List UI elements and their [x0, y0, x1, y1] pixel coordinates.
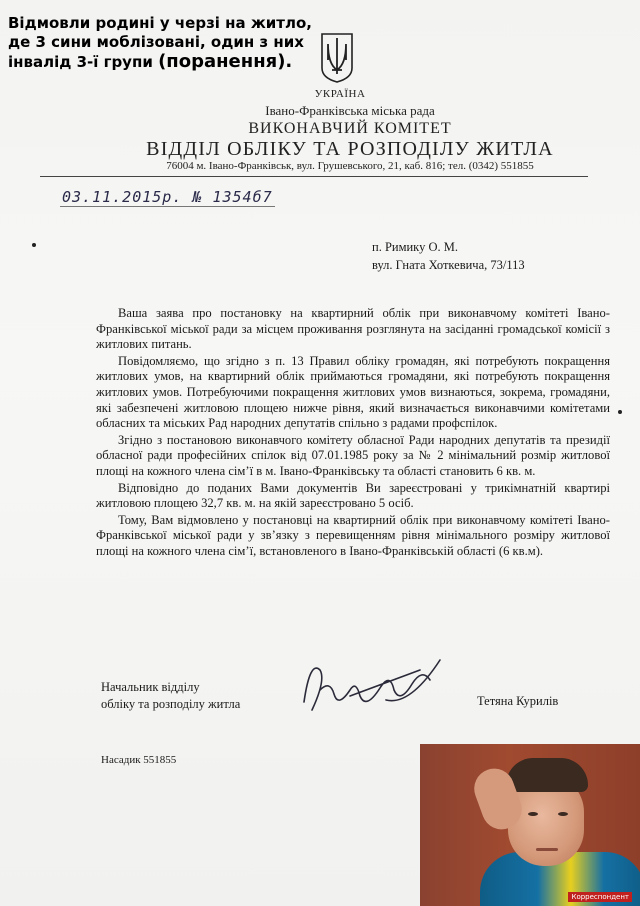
caption-line-3	[8, 52, 313, 72]
signatory-position	[101, 679, 240, 713]
letter-body	[96, 306, 610, 561]
scan-mark	[618, 410, 622, 414]
position-line-1: Начальник відділу	[101, 680, 200, 694]
signatory-name: Тетяна Курилів	[477, 694, 559, 708]
header-committee: ВИКОНАВЧИЙ КОМІТЕТ	[248, 120, 452, 137]
photo-watermark: Корреспондент	[568, 892, 632, 902]
header-divider	[40, 176, 588, 177]
overlay-caption	[8, 14, 313, 72]
paragraph-5: Тому, Вам відмовлено у постановці на квартирний облік при виконавчому комітеті Івано-Франківської міської ради у зв’язку з перевищенням рівня мінімального розміру житлової площі на кожного члена сім’ї, встановленого в Івано-Франківській області (6 кв.м).	[96, 512, 610, 558]
paragraph-3: Згідно з постановою виконавчого комітету обласної Ради народних депутатів та президії обласної ради професійних спілок від 07.01.1985 року за № 2 мінімальний розмір житлової площі на кожного члена сім’ї в м. Івано-Франківську та області становить 6 кв. м.	[96, 432, 610, 478]
caption-line-3-emphasis: (поранення).	[158, 51, 293, 72]
scan-mark	[32, 243, 36, 247]
trident-emblem-icon	[318, 30, 356, 84]
header-council: Івано-Франківська міська рада	[265, 103, 435, 118]
executor-line: Насадик 551855	[101, 754, 177, 766]
header-address: 76004 м. Івано-Франківськ, вул. Грушевського, 21, каб. 816; тел. (0342) 551855	[166, 160, 534, 172]
photo-hair	[506, 758, 588, 792]
caption-line-2: де 3 сини моблізовані, один з них	[8, 33, 304, 51]
position-line-2: обліку та розподілу житла	[101, 697, 241, 711]
inset-photo	[420, 744, 640, 906]
photo-eye	[558, 812, 568, 816]
paragraph-2: Повідомляємо, що згідно з п. 13 Правил обліку громадян, які потребують покращення житлових умов, на квартирний облік приймаються громадяни, які потребують покращення житлових умов. Потребуючими покращення житлових умов визнаються, зокрема, громадяни, які забезпечені житловою площею нижче рівня, який визначається виконавчими комітетами обласних та міських Рад народних депутатів спільно з радами профспілок.	[96, 353, 610, 431]
caption-line-1: Відмовли родині у черзі на житло,	[8, 14, 312, 32]
outgoing-date-number: 03.11.2015р. № 1354б7	[62, 188, 273, 206]
paragraph-4: Відповідно до поданих Вами документів Ви зареєстровані у трикімнатній квартирі житловою площею 32,7 кв. м. на якій зареєстровано 5 осіб.	[96, 480, 610, 511]
paragraph-1: Ваша заява про постановку на квартирний облік при виконавчому комітеті Івано-Франківської міської ради за місцем проживання розглянута на засіданні громадської комісії з житлових питань.	[96, 306, 610, 352]
header-department: ВІДДІЛ ОБЛІКУ ТА РОЗПОДІЛУ ЖИТЛА	[146, 138, 554, 160]
recipient-name: п. Римику О. М.	[372, 240, 458, 254]
photo-eye	[528, 812, 538, 816]
caption-line-3-text: інвалід 3-ї групи	[8, 53, 159, 71]
recipient-address: вул. Гната Хоткевича, 73/113	[372, 258, 525, 272]
header-country: УКРАЇНА	[314, 88, 366, 100]
recipient-block	[372, 238, 525, 274]
date-underline	[60, 206, 275, 207]
photo-mouth	[536, 848, 558, 851]
handwritten-signature	[290, 650, 450, 730]
